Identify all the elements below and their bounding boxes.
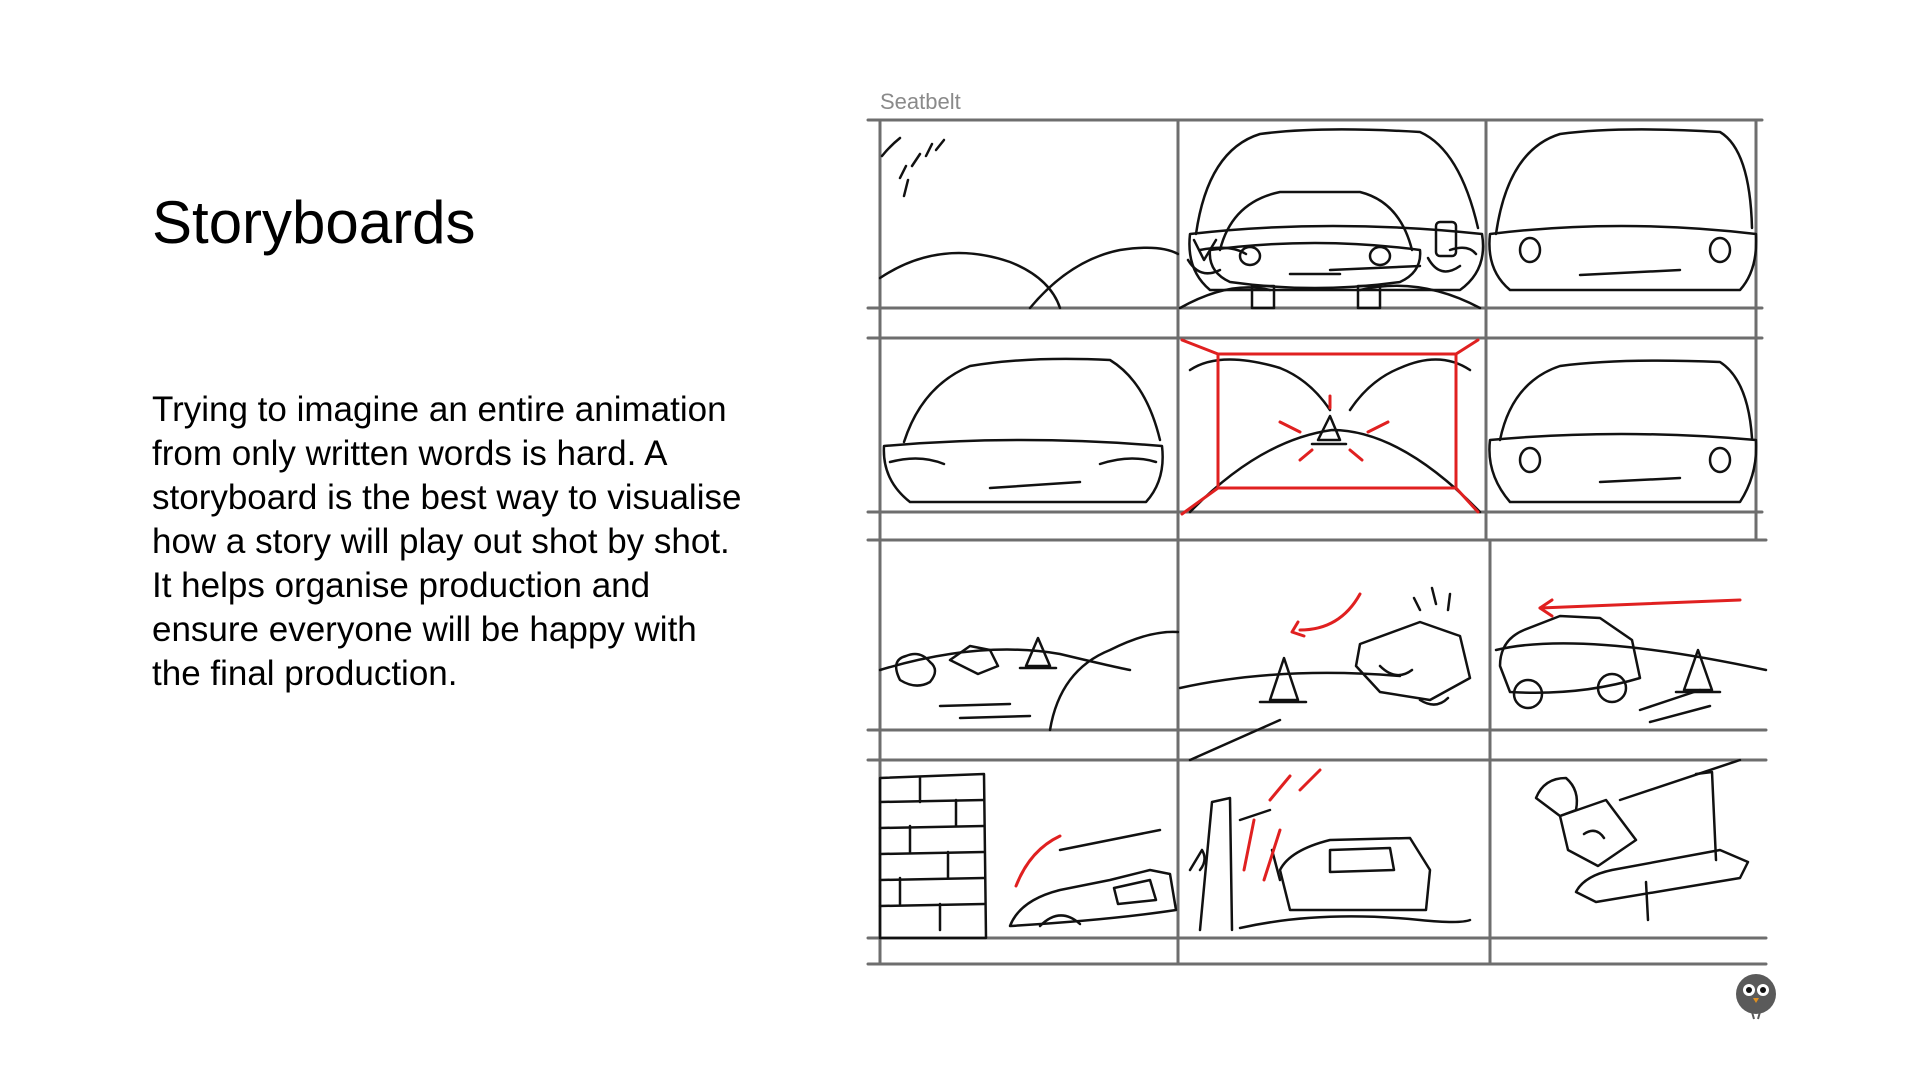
storyboard-label: Seatbelt xyxy=(880,89,961,114)
body-line: ensure everyone will be happy with xyxy=(152,610,697,649)
grid-lines xyxy=(868,120,1766,964)
body-line: It helps organise production and xyxy=(152,566,651,605)
body-line: Trying to imagine an entire animation xyxy=(152,390,727,429)
slide-body-text xyxy=(152,388,802,696)
storyboard-grid xyxy=(860,110,1790,990)
panel-9-car-driving xyxy=(1496,616,1766,722)
panel-6-car-front xyxy=(1489,361,1756,502)
panel-8-car-flip xyxy=(1180,588,1470,760)
panel-1-sun-hills xyxy=(880,138,1178,308)
panel-3-car-closeup xyxy=(1189,129,1483,290)
panel-4-car-back xyxy=(884,359,1163,502)
slide-title: Storyboards xyxy=(152,189,476,256)
panel-11-crash xyxy=(1190,798,1470,930)
body-line: how a story will play out shot by shot. xyxy=(152,522,730,561)
body-line: storyboard is the best way to visualise xyxy=(152,478,742,517)
panel-7-car-hill xyxy=(880,632,1178,730)
body-line: the final production. xyxy=(152,654,458,693)
body-line: from only written words is hard. A xyxy=(152,434,668,473)
panel-12-character-flying xyxy=(1536,760,1748,920)
owl-mascot-icon xyxy=(1734,972,1778,1020)
panel-10-brick-wall xyxy=(880,774,1176,938)
